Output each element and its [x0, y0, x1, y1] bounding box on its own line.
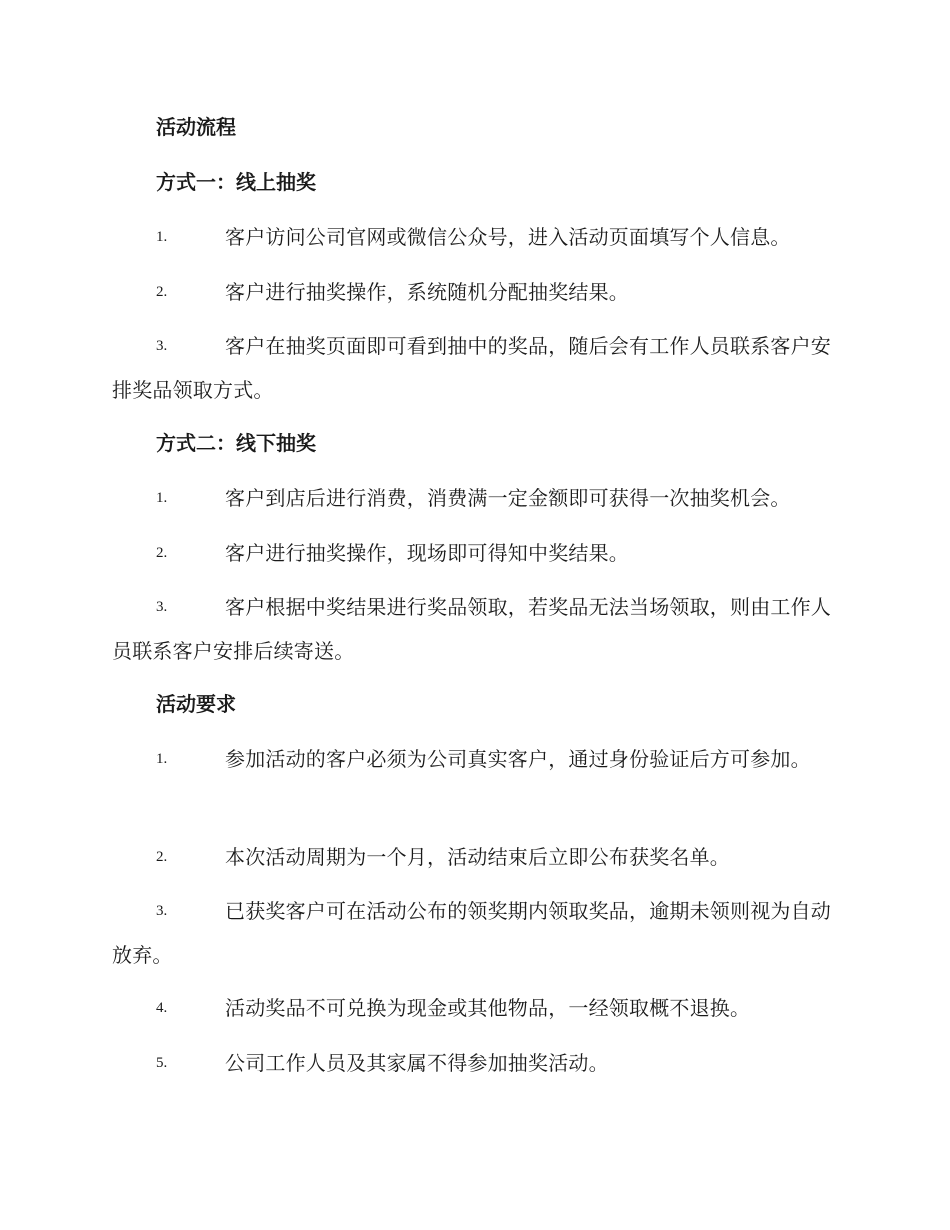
list-text: 客户在抽奖页面即可看到抽中的奖品，随后会有工作人员联系客户安排奖品领取方式。 — [112, 334, 831, 402]
method-one-item-2 — [112, 270, 840, 314]
list-text: 已获奖客户可在活动公布的领奖期内领取奖品，逾期未领则视为自动放弃。 — [112, 899, 831, 967]
method-two-item-2 — [112, 531, 840, 575]
method-two-title: 方式二：线下抽奖 — [156, 431, 316, 455]
requirements-item-1 — [112, 737, 840, 781]
list-number: 3. — [156, 338, 168, 354]
list-number: 4. — [156, 1000, 168, 1016]
list-number: 1. — [156, 751, 168, 767]
list-text: 本次活动周期为一个月，活动结束后立即公布获奖名单。 — [225, 845, 730, 869]
method-one-item-1 — [112, 215, 840, 259]
list-text: 参加活动的客户必须为公司真实客户，通过身份验证后方可参加。 — [225, 747, 811, 771]
list-number: 3. — [156, 599, 168, 615]
requirements-item-3 — [112, 889, 840, 977]
requirements-item-5 — [112, 1041, 840, 1085]
list-number: 2. — [156, 849, 168, 865]
section-title-activity-requirements: 活动要求 — [156, 692, 236, 716]
list-number: 1. — [156, 490, 168, 506]
method-two-item-3 — [112, 585, 840, 673]
section-title-activity-process: 活动流程 — [156, 115, 236, 139]
requirements-item-2 — [112, 835, 840, 879]
list-text: 客户访问公司官网或微信公众号，进入活动页面填写个人信息。 — [225, 225, 791, 249]
list-number: 2. — [156, 284, 168, 300]
list-text: 活动奖品不可兑换为现金或其他物品，一经领取概不退换。 — [225, 996, 751, 1020]
method-one-item-3 — [112, 324, 840, 412]
list-number: 3. — [156, 903, 168, 919]
list-number: 2. — [156, 545, 168, 561]
requirements-item-4 — [112, 986, 840, 1030]
method-one-title: 方式一：线上抽奖 — [156, 170, 316, 194]
list-text: 客户到店后进行消费，消费满一定金额即可获得一次抽奖机会。 — [225, 486, 791, 510]
list-number: 5. — [156, 1055, 168, 1071]
list-text: 客户根据中奖结果进行奖品领取，若奖品无法当场领取，则由工作人员联系客户安排后续寄送。 — [112, 595, 831, 663]
list-text: 客户进行抽奖操作，现场即可得知中奖结果。 — [225, 541, 629, 565]
list-text: 公司工作人员及其家属不得参加抽奖活动。 — [225, 1051, 609, 1075]
method-two-item-1 — [112, 476, 840, 520]
list-number: 1. — [156, 229, 168, 245]
list-text: 客户进行抽奖操作，系统随机分配抽奖结果。 — [225, 280, 629, 304]
